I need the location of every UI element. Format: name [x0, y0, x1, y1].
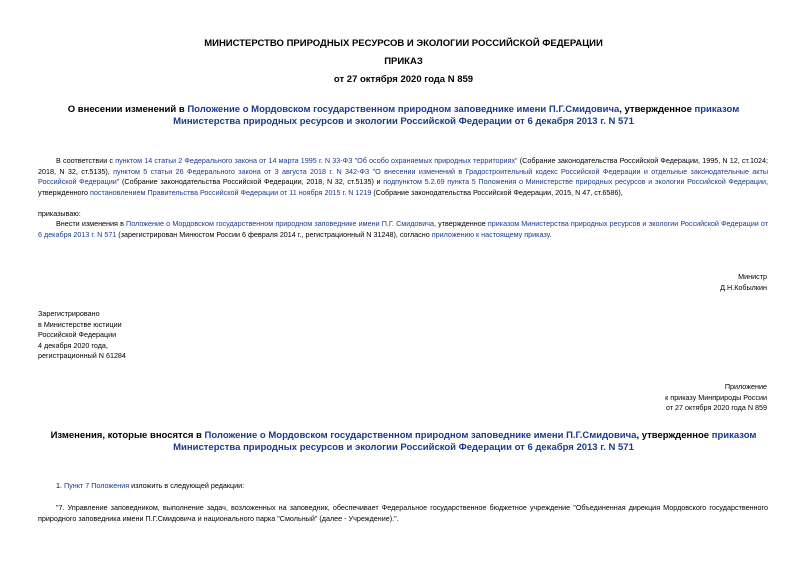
clause-7-link[interactable]: Пункт 7 Положения [64, 481, 130, 490]
clause-7-new-text: "7. Управление заповедником, выполнение задач, возложенных на заповедник, обеспечивает Федеральное государственное бюджетное учреждение "Объединенная дирекция Мордовского государственного природного заповедника имени П.Г.Смидовича и национального парка "Смольный" (далее - Учреждение).". [38, 503, 768, 523]
changes-ministry-link[interactable]: приказом Министерства природных ресурсов и экологии Российской Федерации от 6 декабря 2013 г. N 571 [173, 430, 757, 453]
preamble-text-2: (Собрание законодательства Российской Федерации, 1995, N 12, ст.1024; 2018, N 32, ст.5135), [38, 156, 768, 176]
signer-name: Д.Н.Кобылкин [720, 282, 767, 292]
order-ministry-link[interactable]: приказом Министерства природных ресурсов и экологии Российской Федерации от 6 декабря 2013 г. N 571 [38, 219, 769, 239]
appendix-link[interactable]: приложению к настоящему приказу [431, 229, 550, 239]
change-item-number: 1. [56, 481, 64, 490]
preamble-text-3: (Собрание законодательства Российской Федерации, 2018, N 32, ст.5135) и [119, 177, 384, 186]
signer-position: Министр [738, 272, 767, 281]
appendix-block [665, 382, 767, 414]
registration-line-4: 4 декабря 2020 года, [38, 340, 108, 350]
appendix-line-3: от 27 октября 2020 года N 859 [665, 403, 767, 412]
appendix-line-2: к приказу Минприроды России [665, 392, 767, 402]
government-decree-link[interactable]: постановлением Правительства Российской Федерации от 11 ноября 2015 г. N 1219 [90, 187, 372, 197]
law-342-fz-link[interactable]: пунктом 5 статьи 26 Федерального закона от 3 августа 2018 г. N 342-ФЗ "О внесении изменений в Градостроительный кодекс Российской Федерации и отдельные законодательные акты Российской Федерации" [38, 166, 768, 186]
order-date: от 27 октября 2020 года N 859 [333, 74, 474, 85]
changes-regulation-link[interactable]: Положение о Мордовском государственном природном заповеднике имени П.Г.Смидовича [204, 430, 637, 441]
order-title-prefix: О внесении изменений в [67, 104, 188, 115]
order-heading: ПРИКАЗ [384, 56, 423, 67]
order-regulation-link[interactable]: Положение о Мордовском государственном природном заповеднике имени П.Г. Смидовича [126, 219, 434, 228]
order-text-2: , утвержденное [433, 219, 488, 228]
order-text-1: Внести изменения в [56, 219, 127, 228]
change-item-1 [56, 481, 244, 490]
ministry-order-link[interactable]: приказом Министерства природных ресурсов и экологии Российской Федерации от 6 декабря 2013 г. N 571 [173, 104, 740, 127]
preamble-text-4: , утвержденного [38, 177, 768, 197]
preamble-text-5: (Собрание законодательства Российской Федерации, 2015, N 47, ст.6586), [371, 187, 623, 197]
registration-line-3: Российской Федерации [38, 330, 117, 339]
order-text-3: (зарегистрирован Минюстом России 6 февраля 2014 г., регистрационный N 31248), согласно [116, 229, 432, 239]
registration-line-1: Зарегистрировано [38, 309, 100, 318]
change-item-text: изложить в следующей редакции: [129, 481, 245, 490]
registration-line-5: регистрационный N 61284 [38, 351, 126, 360]
order-title-mid: , утвержденное [619, 104, 695, 115]
order-paragraph [38, 219, 768, 240]
changes-title-mid: , утвержденное [636, 430, 712, 441]
orders-label: приказываю: [38, 209, 81, 218]
ministry-heading: МИНИСТЕРСТВО ПРИРОДНЫХ РЕСУРСОВ И ЭКОЛОГИИ РОССИЙСКОЙ ФЕДЕРАЦИИ [204, 38, 603, 49]
registration-block [38, 309, 126, 362]
registration-line-2: в Министерстве юстиции [38, 319, 122, 329]
order-text-4: . [549, 229, 552, 239]
preamble-text-1: В соответствии с [56, 156, 116, 165]
regulation-link[interactable]: Положение о Мордовском государственном природном заповеднике имени П.Г.Смидовича [187, 104, 620, 115]
law-33-fz-link[interactable]: пунктом 14 статьи 2 Федерального закона от 14 марта 1995 г. N 33-ФЗ "Об особо охраняемых природных территориях" [115, 156, 518, 165]
signer-block [720, 272, 767, 293]
order-title [60, 104, 747, 128]
ministry-regulation-link[interactable]: подпунктом 5.2.69 пункта 5 Положения о Министерстве природных ресурсов и экологии Российской Федерации [383, 177, 766, 186]
preamble-paragraph [38, 156, 768, 198]
appendix-line-1: Приложение [724, 382, 767, 391]
changes-title-prefix: Изменения, которые вносятся в [50, 430, 205, 441]
changes-title [36, 430, 771, 454]
